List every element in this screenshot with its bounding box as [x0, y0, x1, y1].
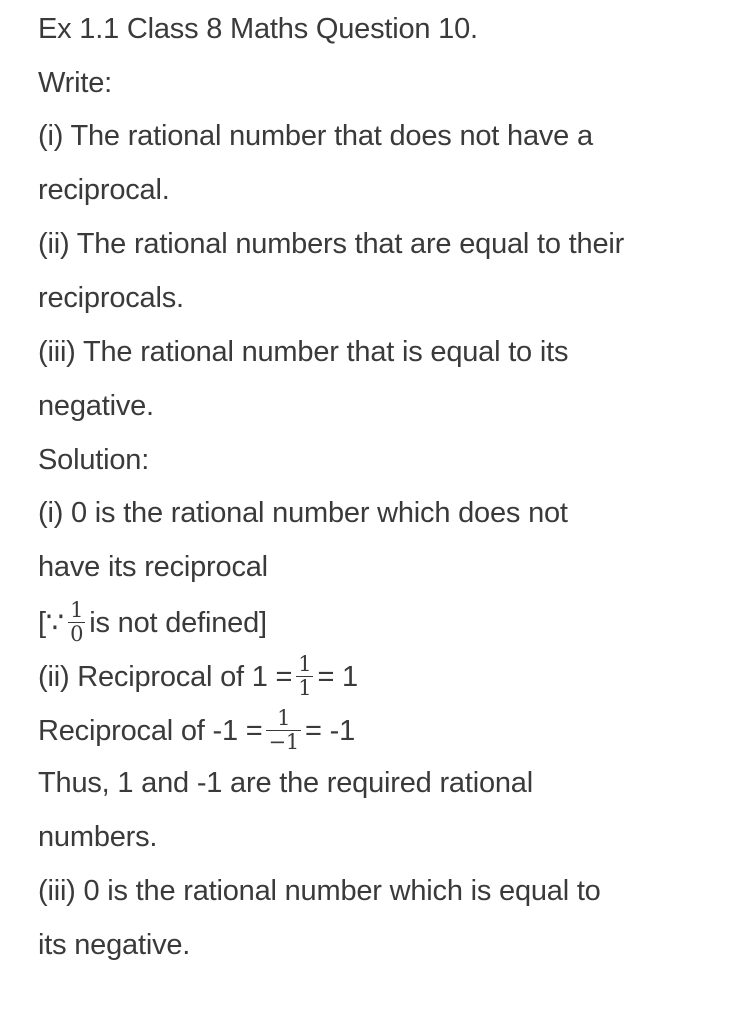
answer-1-line-1: (i) 0 is the rational number which does not — [38, 497, 568, 529]
answer-2-line-2 — [38, 706, 356, 755]
note-suffix: is not defined] — [89, 607, 267, 640]
write-label: Write: — [38, 67, 112, 99]
page-title: Ex 1.1 Class 8 Maths Question 10. — [38, 13, 478, 45]
equals-minus-one-text: = -1 — [305, 715, 356, 748]
fraction-denominator: 0 — [70, 622, 84, 646]
reciprocal-of-minus-one-text: Reciprocal of -1 = — [38, 715, 263, 748]
solution-label: Solution: — [38, 444, 150, 476]
fraction-denominator: 1 — [298, 676, 312, 700]
equals-one-text: = 1 — [317, 661, 358, 694]
question-3-line-1: (iii) The rational number that is equal to its — [38, 336, 569, 368]
fraction-numerator: 1 — [70, 598, 84, 622]
question-1-line-1: (i) The rational number that does not have a — [38, 120, 593, 152]
fraction-denominator: −1 — [268, 730, 300, 754]
answer-3-line-2: its negative. — [38, 929, 191, 961]
question-3-line-2: negative. — [38, 390, 154, 422]
because-symbol-prefix: [∵ — [38, 607, 65, 640]
question-1-line-2: reciprocal. — [38, 174, 170, 206]
fraction-one-over-one — [296, 654, 313, 699]
answer-2-line-4: numbers. — [38, 821, 158, 853]
fraction-one-over-zero — [68, 600, 85, 645]
answer-1-note — [38, 598, 267, 647]
question-2-line-1: (ii) The rational numbers that are equal to their — [38, 228, 625, 260]
fraction-numerator: 1 — [298, 652, 312, 676]
answer-1-line-2: have its reciprocal — [38, 551, 268, 583]
answer-2-line-3: Thus, 1 and -1 are the required rational — [38, 767, 533, 799]
question-2-line-2: reciprocals. — [38, 282, 184, 314]
fraction-numerator: 1 — [266, 708, 301, 731]
answer-2-line-1 — [38, 652, 358, 701]
answer-3-line-1: (iii) 0 is the rational number which is equal to — [38, 875, 601, 907]
fraction-one-over-minus-one — [266, 708, 301, 753]
reciprocal-of-one-text: (ii) Reciprocal of 1 = — [38, 661, 293, 694]
